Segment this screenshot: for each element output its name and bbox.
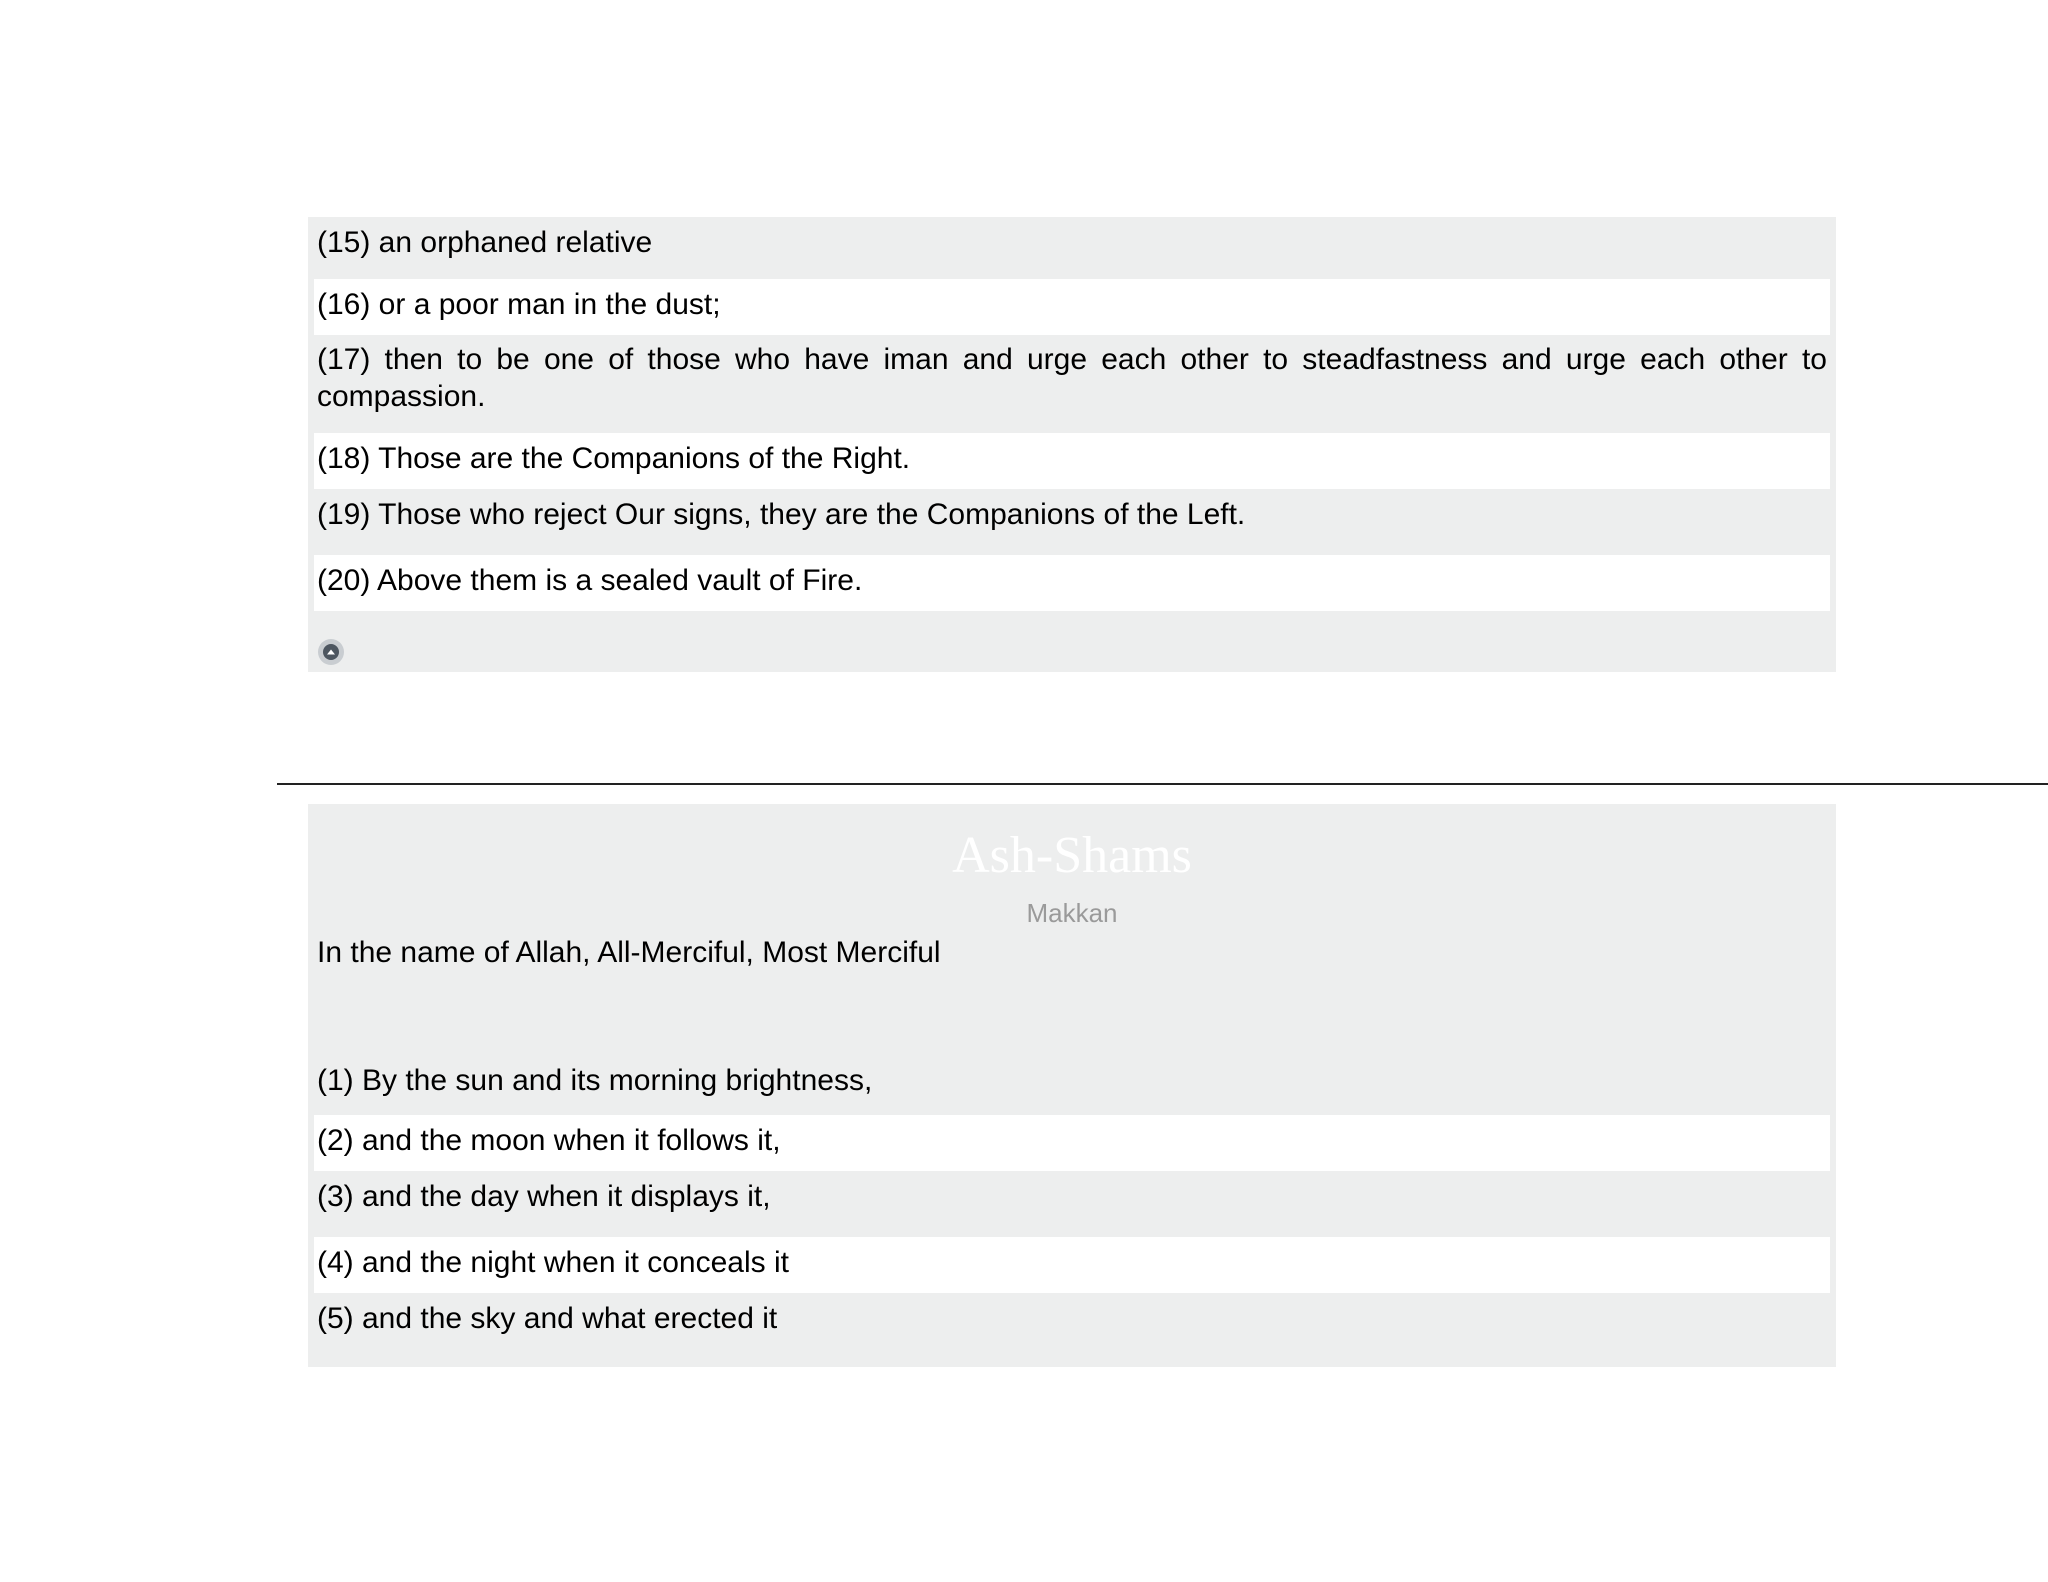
surah-title: Ash-Shams [952,827,1192,884]
surah-panel [308,804,1836,1367]
scroll-to-top-button[interactable] [318,639,344,665]
verse-17: (17) then to be one of those who have iman and urge each other to steadfastness and urge each other to compassion. [317,343,1827,413]
verse-2: (2) and the moon when it follows it, [314,1115,1830,1171]
chevron-up-icon [323,644,339,660]
verse-5: (5) and the sky and what erected it [317,1302,778,1335]
verse-4: (4) and the night when it conceals it [314,1237,1830,1293]
verses-panel-top [308,217,1836,672]
surah-revelation-type: Makkan [1026,898,1118,928]
verse-1: (1) By the sun and its morning brightness, [317,1064,873,1097]
verse-20: (20) Above them is a sealed vault of Fire. [314,555,1830,611]
verse-16: (16) or a poor man in the dust; [314,279,1830,335]
section-divider [277,783,2048,785]
verse-3: (3) and the day when it displays it, [317,1180,771,1213]
bismillah-text: In the name of Allah, All-Merciful, Most Merciful [317,936,941,969]
verse-15: (15) an orphaned relative [317,226,653,259]
verse-18: (18) Those are the Companions of the Right. [314,433,1830,489]
verse-19: (19) Those who reject Our signs, they are the Companions of the Left. [317,498,1246,531]
surah-verses-list [314,1055,1830,1359]
